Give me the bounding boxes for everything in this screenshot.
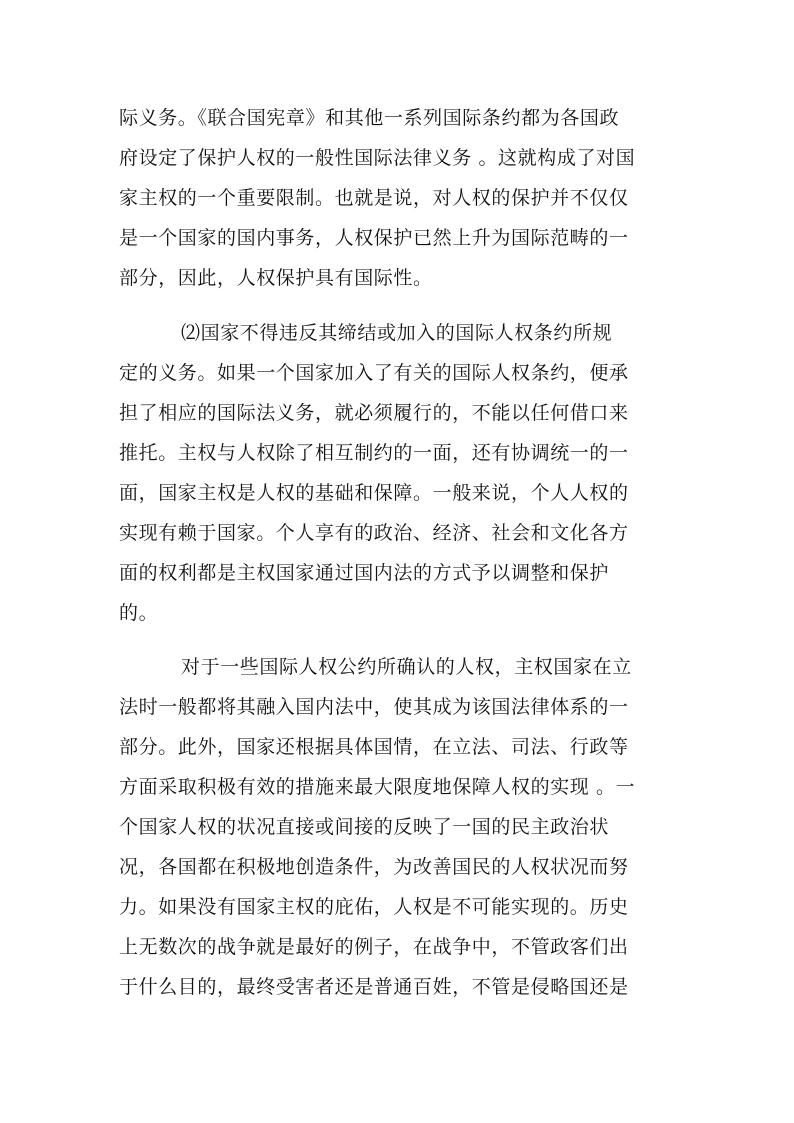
text-line: 部分，因此，人权保护具有国际性。 [119, 267, 433, 289]
text-line: 法时一般都将其融入国内法中，使其成为该国法律体系的一 [119, 696, 629, 718]
paragraph-start-line: 对于一些国际人权公约所确认的人权，主权国家在立 [181, 656, 632, 678]
text-line: 担了相应的国际法义务，就必须履行的，不能以任何借口来 [119, 402, 629, 424]
text-line: 实现有赖于国家。个人享有的政治、经济、社会和文化各方 [119, 522, 629, 544]
text-line: 定的义务。如果一个国家加入了有关的国际人权条约，便承 [119, 362, 629, 384]
text-line: 家主权的一个重要限制。也就是说，对人权的保护并不仅仅 [119, 187, 629, 209]
text-line: 方面采取积极有效的措施来最大限度地保障人权的实现 。一 [119, 776, 636, 798]
text-line: 况，各国都在积极地创造条件，为改善国民的人权状况而努 [119, 856, 629, 878]
text-line: 力。如果没有国家主权的庇佑，人权是不可能实现的。历史 [119, 896, 629, 918]
paragraph-start-line: ⑵国家不得违反其缔结或加入的国际人权条约所规 [181, 322, 613, 344]
text-line: 府设定了保护人权的一般性国际法律义务 。这就构成了对国 [119, 147, 636, 169]
text-line: 推托。主权与人权除了相互制约的一面，还有协调统一的一 [119, 442, 629, 464]
text-line: 于什么目的，最终受害者还是普通百姓，不管是侵略国还是 [119, 976, 629, 998]
text-line: 面，国家主权是人权的基础和保障。一般来说，个人人权的 [119, 482, 629, 504]
text-line: 的。 [119, 602, 159, 624]
text-line: 上无数次的战争就是最好的例子，在战争中，不管政客们出 [119, 936, 629, 958]
text-line: 是一个国家的国内事务，人权保护已然上升为国际范畴的一 [119, 227, 629, 249]
text-line: 部分。此外，国家还根据具体国情，在立法、司法、行政等 [119, 736, 629, 758]
text-line: 个国家人权的状况直接或间接的反映了一国的民主政治状 [119, 816, 610, 838]
text-line: 际义务。《联合国宪章》和其他一系列国际条约都为各国政 [119, 107, 620, 129]
text-line: 面的权利都是主权国家通过国内法的方式予以调整和保护 [119, 562, 610, 584]
